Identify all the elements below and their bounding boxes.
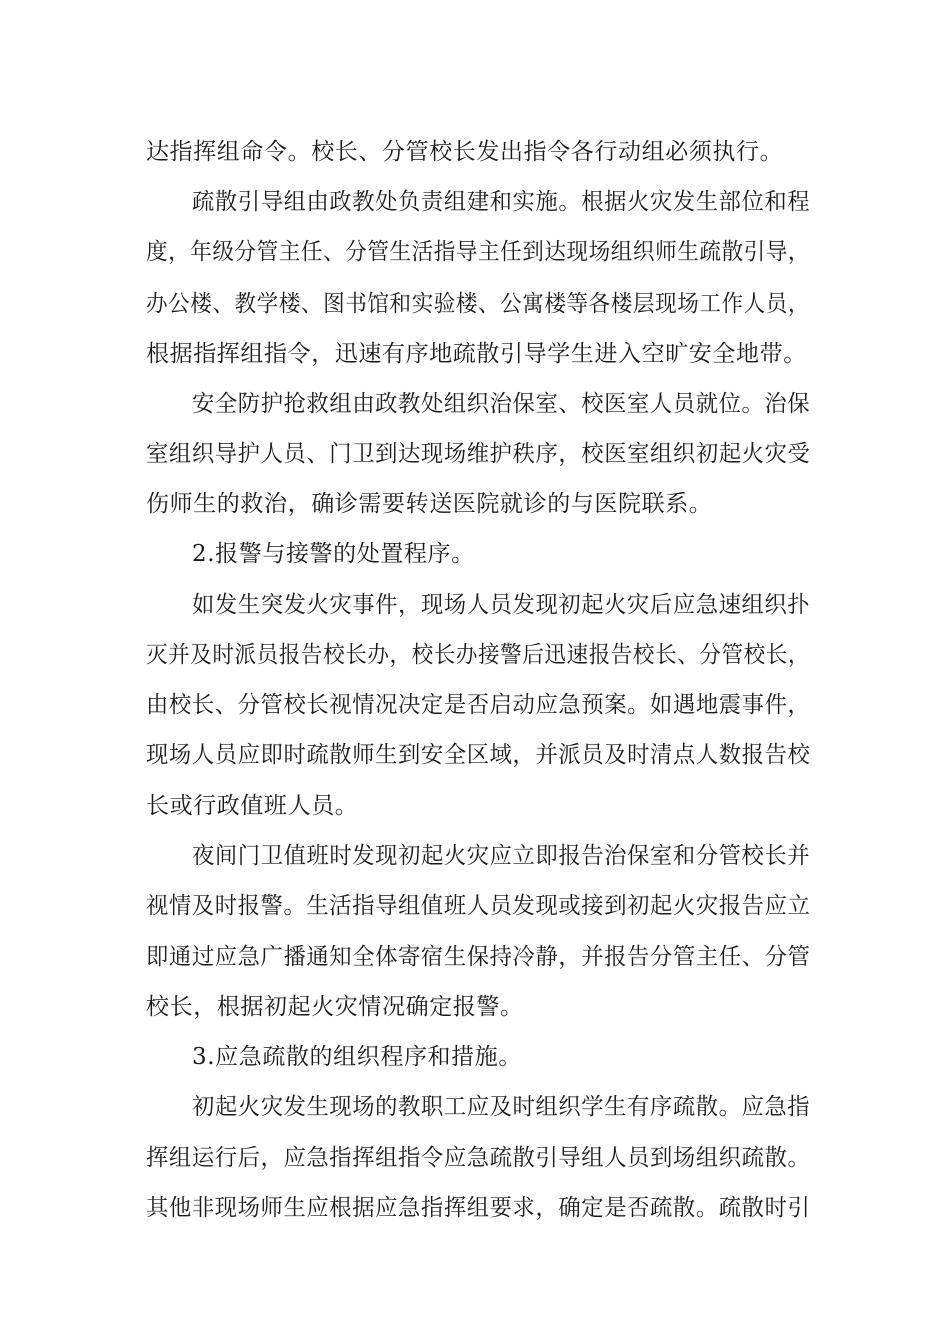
section-heading: 3.应急疏散的组织程序和措施。	[192, 1044, 522, 1070]
text-line: 其他非现场师生应根据应急指挥组要求，确定是否疏散。疏散时引	[146, 1195, 811, 1221]
text-line: 长或行政值班人员。	[146, 793, 359, 819]
text-line: 现场人员应即时疏散师生到安全区域，并派员及时清点人数报告校	[146, 742, 811, 768]
paragraph-start: 初起火灾发生现场的教职工应及时组织学生有序疏散。应急指	[192, 1094, 811, 1120]
section-heading: 2.报警与接警的处置程序。	[192, 541, 475, 567]
text-line: 视情及时报警。生活指导组值班人员发现或接到初起火灾报告应立	[146, 893, 811, 919]
paragraph-start: 如发生突发火灾事件，现场人员发现初起火灾后应急速组织扑	[192, 592, 811, 618]
text-line: 室组织导护人员、门卫到达现场维护秩序，校医室组织初起火灾受	[146, 441, 811, 467]
text-line: 挥组运行后，应急指挥组指令应急疏散引导组人员到场组织疏散。	[146, 1145, 811, 1171]
text-line: 根据指挥组指令，迅速有序地疏散引导学生进入空旷安全地带。	[146, 341, 807, 367]
text-line: 达指挥组命令。校长、分管校长发出指令各行动组必须执行。	[146, 139, 784, 165]
text-line: 由校长、分管校长视情况决定是否启动应急预案。如遇地震事件，	[146, 692, 811, 718]
paragraph-start: 疏散引导组由政教处负责组建和实施。根据火灾发生部位和程	[192, 189, 811, 215]
text-line: 校长，根据初起火灾情况确定报警。	[146, 994, 524, 1020]
paragraph-start: 夜间门卫值班时发现初起火灾应立即报告治保室和分管校长并	[192, 843, 811, 869]
text-line: 即通过应急广播通知全体寄宿生保持冷静，并报告分管主任、分管	[146, 944, 811, 970]
paragraph-start: 安全防护抢救组由政教处组织治保室、校医室人员就位。治保	[192, 391, 811, 417]
text-line: 办公楼、教学楼、图书馆和实验楼、公寓楼等各楼层现场工作人员，	[146, 291, 810, 317]
text-line: 伤师生的救治，确诊需要转送医院就诊的与医院联系。	[146, 491, 713, 517]
text-line: 灭并及时派员报告校长办，校长办接警后迅速报告校长、分管校长，	[146, 642, 810, 668]
text-line: 度，年级分管主任、分管生活指导主任到达现场组织师生疏散引导，	[146, 239, 810, 265]
